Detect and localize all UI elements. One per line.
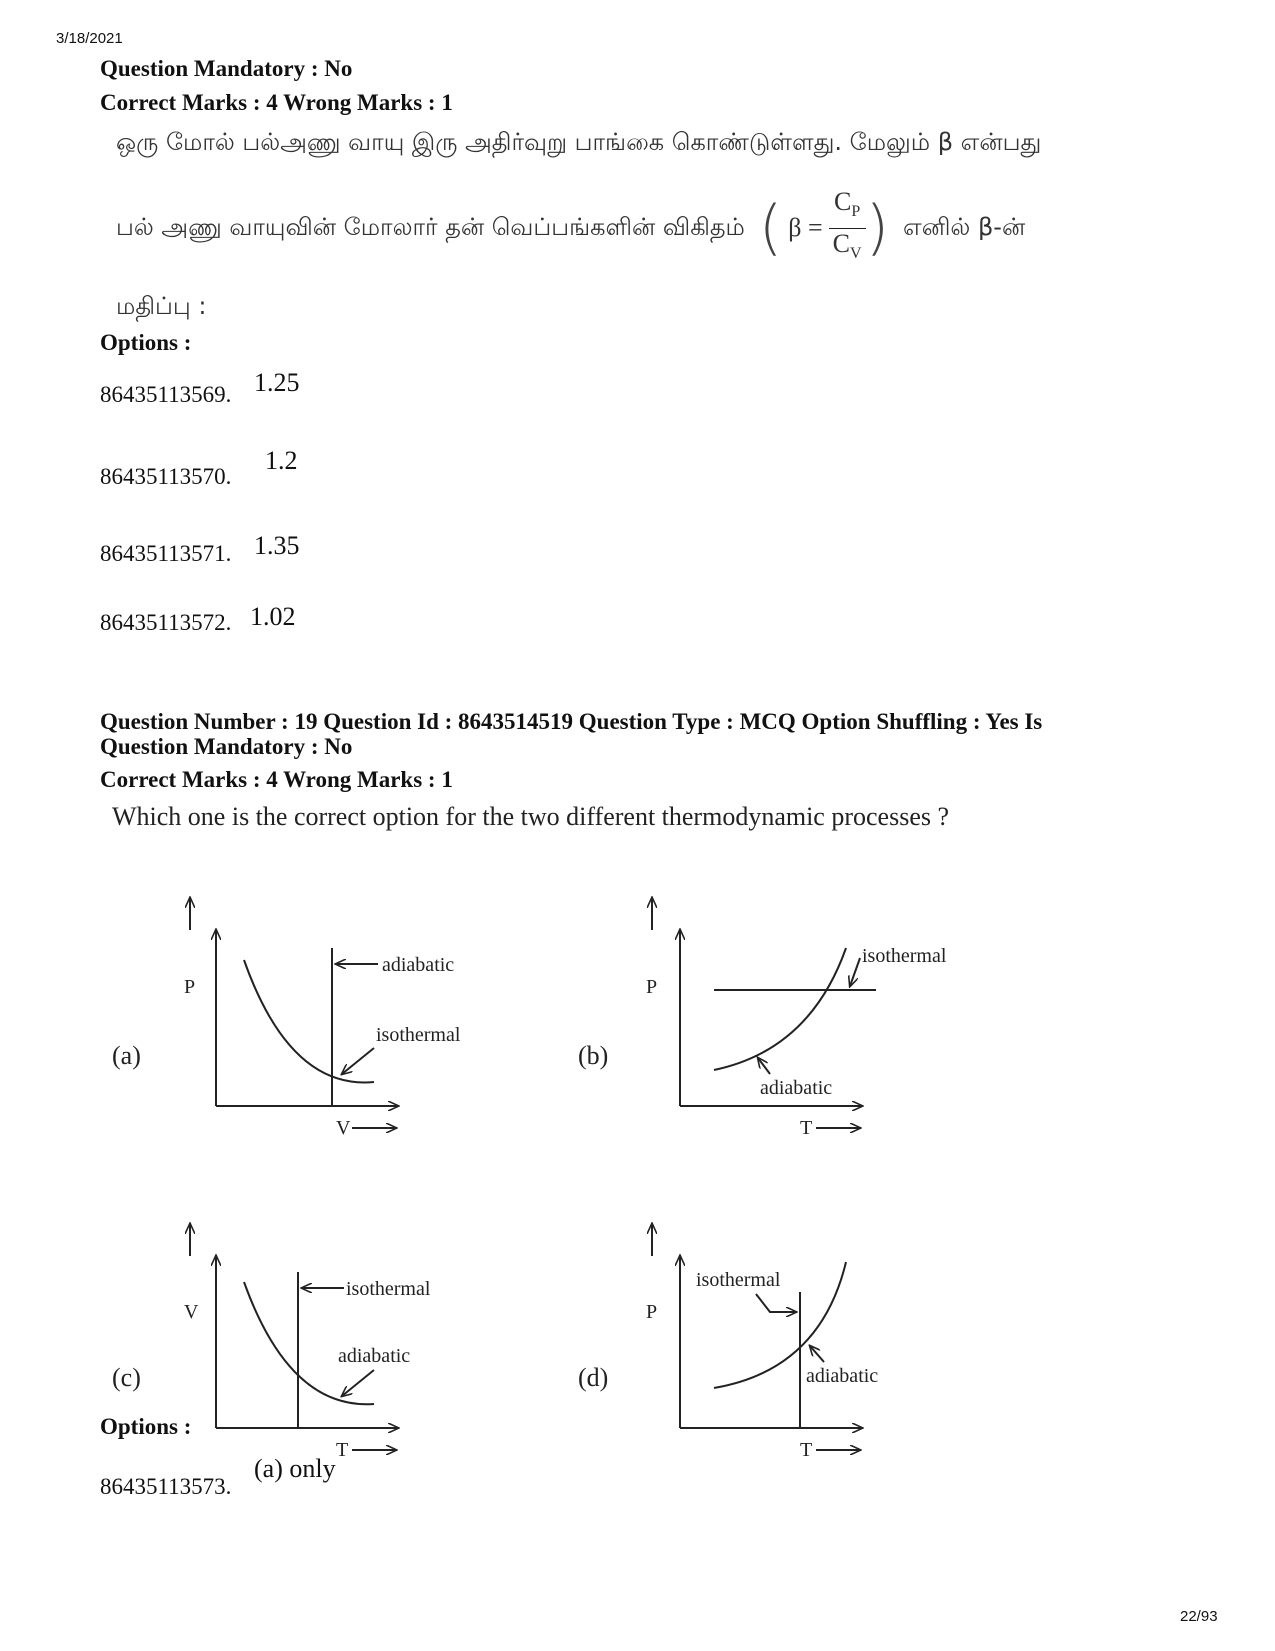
q18-mandatory: Question Mandatory : No	[100, 56, 353, 81]
q18-marks: Correct Marks : 4 Wrong Marks : 1	[100, 90, 453, 115]
graph-b-curve	[714, 948, 846, 1070]
graph-c-x-label: T	[336, 1439, 349, 1461]
graph-b-curve-pointer	[758, 1058, 770, 1074]
graph-a-vline-label: adiabatic	[382, 954, 455, 976]
graph-c-curve-pointer	[342, 1370, 374, 1396]
q18-option-3-value[interactable]: 1.35	[254, 531, 300, 560]
q18-line2-pre: பல் அணு வாயுவின் மோலார் தன் வெப்பங்களின் விகிதம்	[116, 212, 745, 241]
q18-option-1-id: 86435113569.	[100, 382, 232, 407]
graph-a	[112, 898, 461, 1139]
denominator-sub: V	[850, 244, 862, 262]
q19-question-text: Which one is the correct option for the two different thermodynamic processes ?	[112, 802, 950, 831]
page-number: 22/93	[1180, 1608, 1218, 1625]
graph-a-curve-label: isothermal	[376, 1024, 461, 1046]
q18-line2-post: எனில் β-ன்	[902, 212, 1026, 241]
right-paren: )	[865, 193, 889, 263]
q19-options-label: Options :	[100, 1414, 192, 1439]
graph-b-curve-label: adiabatic	[760, 1077, 833, 1099]
print-date: 3/18/2021	[56, 30, 123, 47]
graph-a-y-label: P	[184, 976, 196, 998]
graph-d	[578, 1224, 878, 1461]
graph-d-x-label: T	[800, 1439, 813, 1461]
graph-d-curve-label: adiabatic	[806, 1365, 879, 1387]
q19-option-1-id: 86435113573.	[100, 1474, 232, 1499]
q18-option-4-value[interactable]: 1.02	[250, 602, 296, 631]
graph-b-y-label: P	[646, 976, 658, 998]
q19-option-1-value[interactable]: (a) only	[254, 1454, 336, 1483]
q18-option-2-value[interactable]: 1.2	[265, 446, 298, 475]
graph-b-hline-label: isothermal	[862, 945, 947, 967]
q18-text-line1: ஒரு மோல் பல்அணு வாயு இரு அதிர்வுறு பாங்கை கொண்டுள்ளது. மேலும் β என்பது	[116, 128, 1042, 156]
graph-b-hline-pointer	[850, 958, 860, 986]
q19-header-line1: Question Number : 19 Question Id : 8643514519 Question Type : MCQ Option Shuffling : Yes Is	[100, 709, 1043, 734]
graph-d-vline-label: isothermal	[696, 1269, 781, 1291]
graph-d-curve-pointer	[810, 1346, 824, 1362]
graph-c-label: (c)	[112, 1363, 141, 1392]
q18-text-line3: மதிப்பு :	[116, 292, 207, 320]
graph-a-curve-pointer	[342, 1048, 374, 1074]
numerator-c: C	[833, 187, 852, 217]
q18-option-1-value[interactable]: 1.25	[254, 368, 300, 397]
q18-option-4-id: 86435113572.	[100, 610, 232, 635]
numerator-sub: P	[851, 203, 861, 221]
graph-d-vline-pointer	[756, 1294, 796, 1312]
graph-c-vline-label: isothermal	[346, 1278, 431, 1300]
graph-b-label: (b)	[578, 1041, 609, 1070]
graph-d-label: (d)	[578, 1363, 609, 1392]
denominator-c: C	[832, 228, 850, 258]
q19-header-line2: Question Mandatory : No	[100, 734, 353, 759]
graph-d-y-label: P	[646, 1301, 658, 1323]
graph-c-curve-label: adiabatic	[338, 1345, 411, 1367]
graph-b	[578, 898, 947, 1139]
graph-a-x-label: V	[336, 1117, 351, 1139]
beta-equals: β =	[788, 213, 823, 242]
graph-c-y-label: V	[184, 1301, 199, 1323]
q18-option-3-id: 86435113571.	[100, 541, 232, 566]
graph-a-label: (a)	[112, 1041, 141, 1070]
graph-b-x-label: T	[800, 1117, 813, 1139]
q18-option-2-id: 86435113570.	[100, 464, 232, 489]
q19-marks: Correct Marks : 4 Wrong Marks : 1	[100, 767, 453, 792]
q18-options-label: Options :	[100, 330, 192, 355]
left-paren: (	[758, 193, 783, 263]
